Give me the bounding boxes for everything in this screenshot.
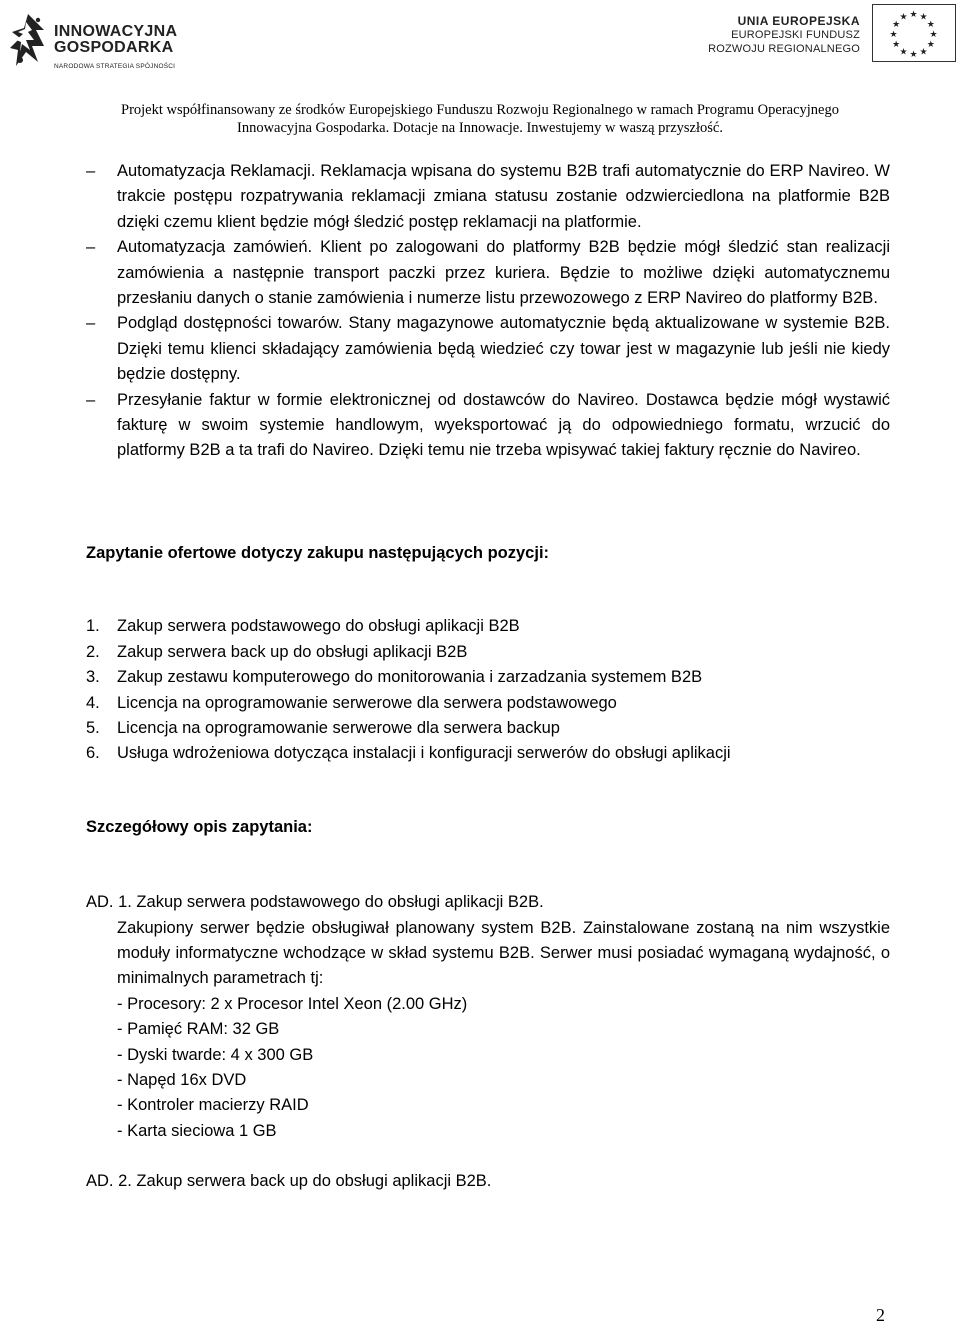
- offer-item-number: 4.: [86, 693, 100, 712]
- svg-text:★: ★: [892, 20, 901, 30]
- offer-item-number: 6.: [86, 744, 100, 763]
- offer-item: [86, 716, 890, 741]
- eu-logo: [710, 4, 960, 66]
- eu-line2: EUROPEJSKI FUNDUSZ: [731, 29, 860, 41]
- offer-item-text: Licencja na oprogramowanie serwerowe dla serwera backup: [117, 718, 560, 737]
- ad2-title: AD. 2. Zakup serwera back up do obsługi aplikacji B2B.: [86, 1172, 492, 1191]
- svg-text:★: ★: [929, 30, 938, 40]
- offer-item-text: Zakup zestawu komputerowego do monitorowania i zarzadzania systemem B2B: [117, 668, 703, 687]
- svg-text:★: ★: [909, 50, 918, 60]
- ad1-description: Zakupiony serwer będzie obsługiwał planowany system B2B. Zainstalowane zostaną na nim wszystkie moduły informatyczne wchodzące w skład systemu B2B. Serwer musi posiadać wymaganą wydajność, o minimalnych parametrach tj:: [117, 918, 890, 988]
- offer-item-text: Zakup serwera podstawowego do obsługi aplikacji B2B: [117, 617, 520, 636]
- dash-bullet: –: [86, 390, 96, 409]
- offer-item-text: Zakup serwera back up do obsługi aplikacji B2B: [117, 642, 468, 661]
- offer-item-number: 1.: [86, 617, 100, 636]
- ad1-spec: - Karta sieciowa 1 GB: [117, 1121, 277, 1140]
- svg-text:★: ★: [909, 10, 918, 20]
- svg-text:★: ★: [919, 12, 928, 23]
- svg-text:★: ★: [926, 40, 935, 50]
- ad1-spec: - Pamięć RAM: 32 GB: [117, 1020, 280, 1039]
- svg-text:★: ★: [892, 40, 901, 50]
- ig-emblem-icon: [8, 12, 48, 70]
- page-number: 2: [876, 1305, 885, 1325]
- svg-text:★: ★: [889, 30, 898, 40]
- ad1-spec: - Dyski twarde: 4 x 300 GB: [117, 1045, 314, 1064]
- ad1-spec: - Procesory: 2 x Procesor Intel Xeon (2.00 GHz): [117, 994, 468, 1013]
- dash-bullet: –: [86, 314, 96, 333]
- ad1-title: AD. 1. Zakup serwera podstawowego do obsługi aplikacji B2B.: [86, 893, 544, 912]
- dash-bullet: –: [86, 162, 96, 180]
- project-funding-line2: Innowacyjna Gospodarka. Dotacje na Innowacje. Inwestujemy w waszą przyszłość.: [237, 120, 723, 136]
- offer-heading: Zapytanie ofertowe dotyczy zakupu następujących pozycji:: [86, 543, 550, 562]
- svg-text:★: ★: [899, 47, 908, 58]
- document-body: [86, 159, 890, 1195]
- svg-text:★: ★: [926, 20, 935, 30]
- offer-item-number: 3.: [86, 668, 100, 687]
- svg-text:★: ★: [899, 12, 908, 23]
- offer-item: [86, 691, 890, 716]
- offer-item-text: Usługa wdrożeniowa dotycząca instalacji i konfiguracji serwerów do obsługi aplikacji: [117, 744, 731, 763]
- feature-item: [86, 159, 890, 235]
- feature-item: [86, 388, 890, 464]
- feature-text: Przesyłanie faktur w formie elektronicznej od dostawców do Navireo. Dostawca będzie mógł wystawić fakturę w swoim systemie handlowym, wyeksportować ją do odpowiedniego formatu, wrzucić do platformy B2B a ta trafi do Navireo. Dzięki temu nie trzeba wpisywać takiej faktury ręcznie do Navireo.: [117, 390, 890, 460]
- offer-item: [86, 614, 890, 639]
- ig-line2: GOSPODARKA: [54, 39, 174, 56]
- innowacyjna-gospodarka-logo: [8, 10, 208, 72]
- svg-text:★: ★: [919, 47, 928, 58]
- ig-subtitle: NARODOWA STRATEGIA SPÓJNOŚCI: [54, 63, 176, 70]
- ad1-spec: - Napęd 16x DVD: [117, 1070, 247, 1089]
- dash-bullet: –: [86, 238, 96, 257]
- ig-line1: INNOWACYJNA: [54, 23, 178, 40]
- feature-text: Automatyzacja Reklamacji. Reklamacja wpisana do systemu B2B trafi automatycznie do ERP Navireo. W trakcie postępu rozpatrywania reklamacji zmiana statusu zostanie odzwierciedlona na platformie B2B dzięki czemu klient będzie mógł śledzić postęp reklamacji na platformie.: [117, 162, 890, 231]
- feature-text: Automatyzacja zamówień. Klient po zalogowani do platformy B2B będzie mógł śledzić stan realizacji zamówienia a następnie transport paczki przez kuriera. Będzie to możliwe dzięki automatycznemu przesłaniu danych o stanie zamówienia i numerze listu przewozowego z ERP Navireo do platformy B2B.: [117, 238, 890, 308]
- eu-flag-icon: [872, 4, 956, 62]
- eu-wordmark: [708, 14, 860, 56]
- eu-line1: UNIA EUROPEJSKA: [737, 14, 860, 28]
- offer-item: [86, 665, 890, 690]
- offer-item-number: 5.: [86, 718, 100, 737]
- feature-text: Podgląd dostępności towarów. Stany magazynowe automatycznie będą aktualizowane w systemie B2B. Dzięki temu klienci składający zamówienia będą wiedzieć czy towar jest w magazynie lub jeśli nie kiedy będzie dostępny.: [117, 314, 890, 384]
- details-heading: Szczegółowy opis zapytania:: [86, 817, 313, 836]
- ad1-spec: - Kontroler macierzy RAID: [117, 1096, 309, 1115]
- offer-item-number: 2.: [86, 642, 100, 661]
- ad2-block: [86, 1169, 890, 1194]
- ig-wordmark: [54, 24, 177, 56]
- offer-item-text: Licencja na oprogramowanie serwerowe dla serwera podstawowego: [117, 693, 617, 712]
- project-funding-line1: Projekt współfinansowany ze środków Europejskiego Funduszu Rozwoju Regionalnego w ramach Programu Operacyjnego: [121, 102, 839, 118]
- feature-item: [86, 235, 890, 311]
- offer-item: [86, 741, 890, 766]
- feature-item: [86, 311, 890, 387]
- ad1-block: [86, 890, 890, 1144]
- offer-item: [86, 640, 890, 665]
- eu-line3: ROZWOJU REGIONALNEGO: [708, 43, 860, 55]
